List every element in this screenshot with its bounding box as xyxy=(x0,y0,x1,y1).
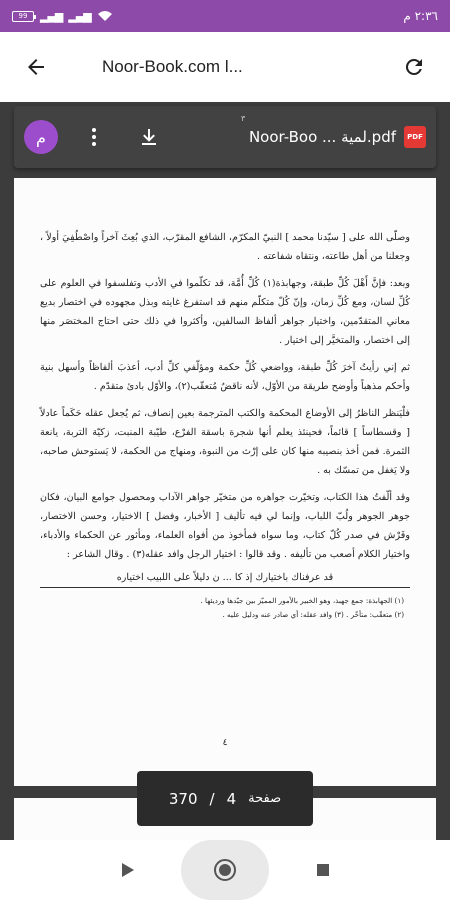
page-paragraph: ثم إني رأيتُ آخرَ كُلِّ طبقة، وواضعي كُلِّ حكمة ومؤلّفي كلِّ أدب، أعذبَ ألفاظاً وأسهل بنية وأحكم مذهباً وأوضح طريقة من الأوّل، لأنه ناقضٌ مُتعقّب(٢)، والأوّل بادئ متقدّم . xyxy=(40,362,410,392)
app-bar xyxy=(0,32,450,102)
battery-icon xyxy=(12,11,34,22)
download-icon xyxy=(137,125,161,149)
arrow-back-icon xyxy=(24,55,48,79)
pdf-file-icon: PDF xyxy=(404,126,426,148)
bottom-navigation xyxy=(0,840,450,900)
home-button[interactable] xyxy=(181,840,269,900)
more-dot-icon xyxy=(92,135,96,139)
toolbar-mark: ٣ xyxy=(241,114,246,123)
total-pages: 370 xyxy=(168,789,198,808)
play-button[interactable] xyxy=(107,850,147,890)
page-paragraph: وبعد: فإنَّ أَهْلَ كُلِّ طبقة، وجهابذة(١) كُلِّ أُمَّة، قد تكلّموا في الأدب وتفلسفوا في العلوم على كُلِّ لسان، ومع كُلِّ زمان، وإنّ كُلّ متكلّم منهم قد استفرغ غايته وبذل مجهوده في اختصار بديع معاني المتقدّمين، واختيار جواهر ألفاظ السالفين، وأكثروا في ذلك حتى احتاج المختصَر منها إلى اختصار، والمتخيَّر إلى اختيار . xyxy=(40,278,410,346)
more-dot-icon xyxy=(92,142,96,146)
more-dot-icon xyxy=(92,128,96,132)
page-indicator xyxy=(137,771,313,826)
page-title: Noor-Book.com l... xyxy=(102,57,243,76)
page-separator: / xyxy=(209,789,215,808)
reload-button[interactable] xyxy=(392,45,436,89)
footnote: (٢) متعقّب: متأخّر . (٣) وافد عقله: أي صادر عنه ودليل عليه . xyxy=(222,610,404,619)
status-bar xyxy=(0,0,450,32)
stop-icon xyxy=(315,862,331,878)
battery-level: 99 xyxy=(18,12,28,20)
more-options-button[interactable] xyxy=(82,120,106,154)
current-page: 4 xyxy=(226,789,237,808)
status-icons xyxy=(12,10,113,23)
page-number: ٤ xyxy=(222,738,228,748)
page-paragraph: فلْيَنظر الناظرُ إلى الأوضاع المحكمة والكتب المترجمة بعين إنصاف، ثم يُجعل عقله حَكَماً عادلاً [ وقسطاساً ] قائماً، فحينئذ يعلم أنها شجرة باسقة الفرْع، طيّبة المنبت، زكيّة التربة، يانعة الثمرة. فمن أخذ بنصيبه منها كان على إرْث من النبوة، ومنهاج من الحكمة، لا يَستوحش صاحبه، ولا يَغفل من تمسّك به . xyxy=(40,408,410,476)
page-indicator-label: صفحة xyxy=(248,791,282,806)
status-time: ٢:٣٦ م xyxy=(403,9,438,23)
footnote: (١) الجهابذة: جمع جهبذ، وهو الخبير بالأمور المميّز بين جيّدها ورديئها . xyxy=(200,596,404,605)
avatar[interactable]: م xyxy=(24,120,58,154)
viewer-toolbar xyxy=(14,106,436,168)
signal-icon-2: ▂▄▆ xyxy=(68,9,91,23)
pdf-viewer[interactable] xyxy=(0,102,450,840)
home-circle-icon xyxy=(213,858,237,882)
stop-button[interactable] xyxy=(303,850,343,890)
page-paragraph: وصلّى الله على [ سيّدنا محمد ] النبيّ المكرّم، الشافع المقرّب، الذي بُعِثَ آخراً واصْطُفِيَ أولاً ، وجعلنا من أهل طاعته، ونتقاه شفاعته . xyxy=(40,232,410,262)
pdf-page xyxy=(14,178,436,786)
download-button[interactable] xyxy=(134,120,164,154)
signal-icon: ▂▄▆ xyxy=(40,9,63,23)
back-button[interactable] xyxy=(14,45,58,89)
wifi-icon xyxy=(97,10,113,22)
file-name: Noor-Boo ... لمية.pdf xyxy=(248,128,396,146)
reload-icon xyxy=(402,55,426,79)
play-icon xyxy=(118,861,136,879)
poem-verse: قد عرفناك باختيارك إذ كا ... ن دليلاً على اللبيب اختياره xyxy=(40,572,410,588)
page-paragraph: وقد ألّفتُ هذا الكتاب، وتخيّرت جواهره من متخيّر جواهر الآداب ومحصول جوامع البيان، فكان جوهر الجوهر ولُبّ اللباب، وإنما لي فيه تأليف [ الأخبار، وفضل ] الاختيار، وحسن الاختصار، وفَرْش في صدر كُلّ كتاب، وما سواه فمأخوذ من أفواه العلماء، ومأثور عن الحكماء والأدباء، واختيار الكلام أصعب من تأليفه . وقد قالوا : اختيار الرجل وافد عقله(٣) . وقال الشاعر : xyxy=(40,492,410,560)
